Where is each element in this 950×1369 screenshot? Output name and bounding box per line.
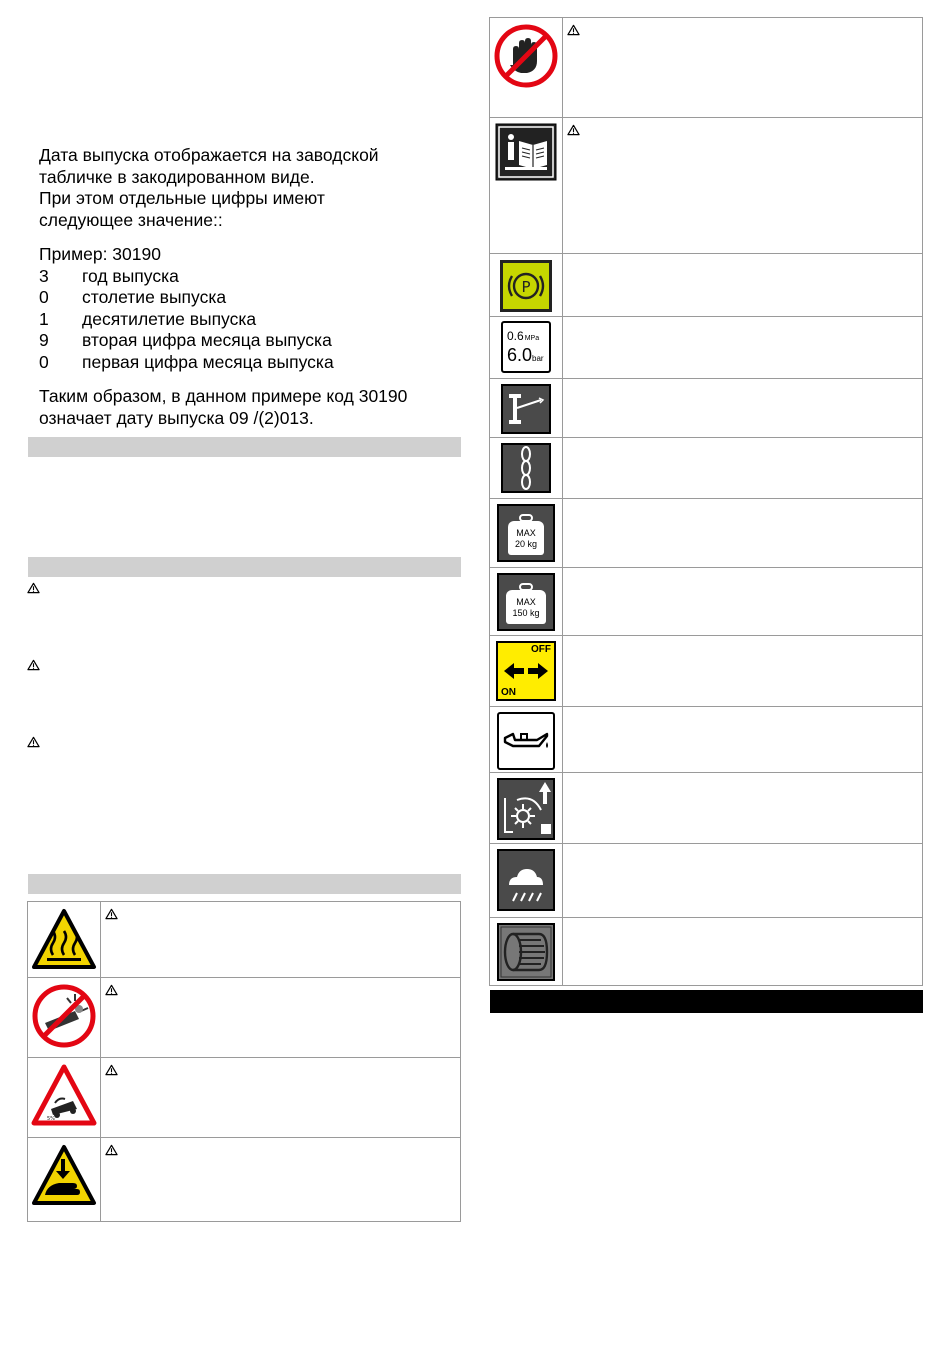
symbol-row <box>28 1138 461 1222</box>
double-arrow-icon <box>504 662 548 680</box>
section-heading-bar <box>28 874 461 894</box>
symbol-cell <box>28 902 101 978</box>
symbol-cell <box>490 379 563 438</box>
pressure-mpa: 0.6 <box>507 329 524 343</box>
svg-text:P: P <box>521 278 531 296</box>
symbol-row <box>490 636 923 707</box>
symbol-row <box>490 18 923 118</box>
symbol-text-cell <box>563 499 923 568</box>
code-digit: 1 <box>39 308 49 329</box>
example-label: Пример: 30190 <box>39 244 161 264</box>
vehicle-tipping-warning-icon <box>31 1063 97 1129</box>
symbol-text-cell <box>563 773 923 844</box>
code-digit: 3 <box>39 265 49 286</box>
warning-triangle-icon <box>105 984 118 996</box>
symbol-row <box>490 844 923 918</box>
weight-value: 20 kg <box>514 539 538 549</box>
symbol-row <box>490 568 923 636</box>
tyre-pressure-label-icon <box>501 321 551 373</box>
symbol-text-cell <box>563 707 923 773</box>
code-meaning: десятилетие выпуска <box>82 308 257 329</box>
symbol-row <box>490 773 923 844</box>
warning-triangle-icon <box>105 1144 118 1156</box>
symbol-row <box>490 438 923 499</box>
symbol-cell <box>490 636 563 707</box>
oil-can-icon <box>497 712 555 770</box>
hand-crush-warning-icon <box>31 1143 97 1209</box>
symbol-cell <box>28 978 101 1058</box>
do-not-touch-hand-icon <box>493 23 559 89</box>
unit-mpa: MPa <box>524 335 540 342</box>
lifting-point-icon <box>501 384 551 434</box>
pressure-bar: 6.0 <box>507 345 533 365</box>
section-heading-bar <box>28 557 461 577</box>
code-table <box>39 266 459 374</box>
symbol-row <box>490 918 923 986</box>
symbol-cell <box>490 918 563 986</box>
warning-triangle-icon <box>567 24 580 36</box>
weight-body <box>506 590 546 624</box>
switch-on-label: ON <box>501 687 516 698</box>
weight-max-label: MAX <box>516 597 536 607</box>
svg-text:5%: 5% <box>47 1116 55 1122</box>
symbol-text-cell <box>563 317 923 379</box>
symbol-row <box>490 499 923 568</box>
symbol-row <box>28 902 461 978</box>
symbol-text-cell <box>563 844 923 918</box>
warning-triangle-icon <box>105 908 118 920</box>
warning-triangle-icon <box>27 582 40 594</box>
symbol-text-cell <box>563 18 923 118</box>
symbol-row <box>490 317 923 379</box>
code-digit: 9 <box>39 330 49 350</box>
symbol-cell <box>490 317 563 379</box>
symbol-text-cell <box>563 918 923 986</box>
code-digit: 0 <box>39 287 49 307</box>
conclusion-line: Таким образом, в данном примере код 30190 <box>39 386 408 406</box>
code-meaning: первая цифра месяца выпуска <box>82 351 334 372</box>
symbol-text-cell <box>101 1058 461 1138</box>
symbol-row <box>28 978 461 1058</box>
code-row <box>39 330 459 352</box>
symbol-cell <box>490 438 563 499</box>
intro-line: следующее значение:: <box>39 209 223 230</box>
warning-triangle-icon <box>27 736 40 748</box>
code-meaning: вторая цифра месяца выпуска <box>82 330 332 350</box>
left-symbol-table <box>27 901 461 1222</box>
symbol-cell <box>28 1058 101 1138</box>
symbol-cell <box>490 568 563 636</box>
symbol-cell <box>490 844 563 918</box>
symbol-row <box>28 1058 461 1138</box>
symbol-cell <box>490 254 563 317</box>
code-row <box>39 266 459 288</box>
symbol-text-cell <box>101 978 461 1058</box>
symbol-row <box>490 379 923 438</box>
symbol-row <box>490 254 923 317</box>
read-manual-icon <box>495 123 557 181</box>
unit-bar: bar <box>532 354 544 363</box>
symbol-text-cell <box>563 379 923 438</box>
brush-raise-icon <box>497 778 555 840</box>
symbol-cell <box>490 499 563 568</box>
warning-triangle-icon <box>567 124 580 136</box>
intro-line: табличке в закодированном виде. <box>39 166 315 187</box>
symbol-text-cell <box>563 568 923 636</box>
symbol-text-cell <box>563 118 923 254</box>
conclusion-line: означает дату выпуска 09 /(2)013. <box>39 407 314 428</box>
warning-triangle-icon <box>27 659 40 671</box>
intro-line: При этом отдельные цифры имеют <box>39 188 325 208</box>
switch-off-label: OFF <box>531 644 551 655</box>
symbol-row <box>490 707 923 773</box>
symbol-text-cell <box>563 636 923 707</box>
tie-down-chain-icon <box>501 443 551 493</box>
code-digit: 0 <box>39 351 49 372</box>
rain-cloud-icon <box>497 849 555 911</box>
symbol-cell <box>28 1138 101 1222</box>
symbol-cell <box>490 118 563 254</box>
weight-value: 150 kg <box>512 608 540 618</box>
parking-brake-icon <box>499 259 553 313</box>
code-meaning: столетие выпуска <box>82 287 227 307</box>
max-load-150kg-icon <box>497 573 555 631</box>
weight-body <box>508 521 544 555</box>
weight-max-label: MAX <box>516 528 536 538</box>
symbol-cell <box>490 18 563 118</box>
production-date-text <box>39 145 459 429</box>
symbol-cell <box>490 707 563 773</box>
filter-cartridge-icon <box>497 923 555 981</box>
no-spark-sources-icon <box>31 983 97 1049</box>
max-load-20kg-icon <box>497 504 555 562</box>
code-row <box>39 309 459 331</box>
symbol-text-cell <box>101 902 461 978</box>
code-row <box>39 287 459 309</box>
on-off-switch-icon <box>496 641 556 701</box>
intro-line: Дата выпуска отображается на заводской <box>39 145 379 165</box>
symbol-row <box>490 118 923 254</box>
symbol-text-cell <box>101 1138 461 1222</box>
symbol-text-cell <box>563 438 923 499</box>
hot-surface-warning-icon <box>31 907 97 973</box>
section-heading-bar-dark <box>490 990 923 1013</box>
symbol-cell <box>490 773 563 844</box>
code-meaning: год выпуска <box>82 265 179 286</box>
section-heading-bar <box>28 437 461 457</box>
right-symbol-table <box>489 17 923 986</box>
warning-triangle-icon <box>105 1064 118 1076</box>
code-row <box>39 352 459 374</box>
symbol-text-cell <box>563 254 923 317</box>
